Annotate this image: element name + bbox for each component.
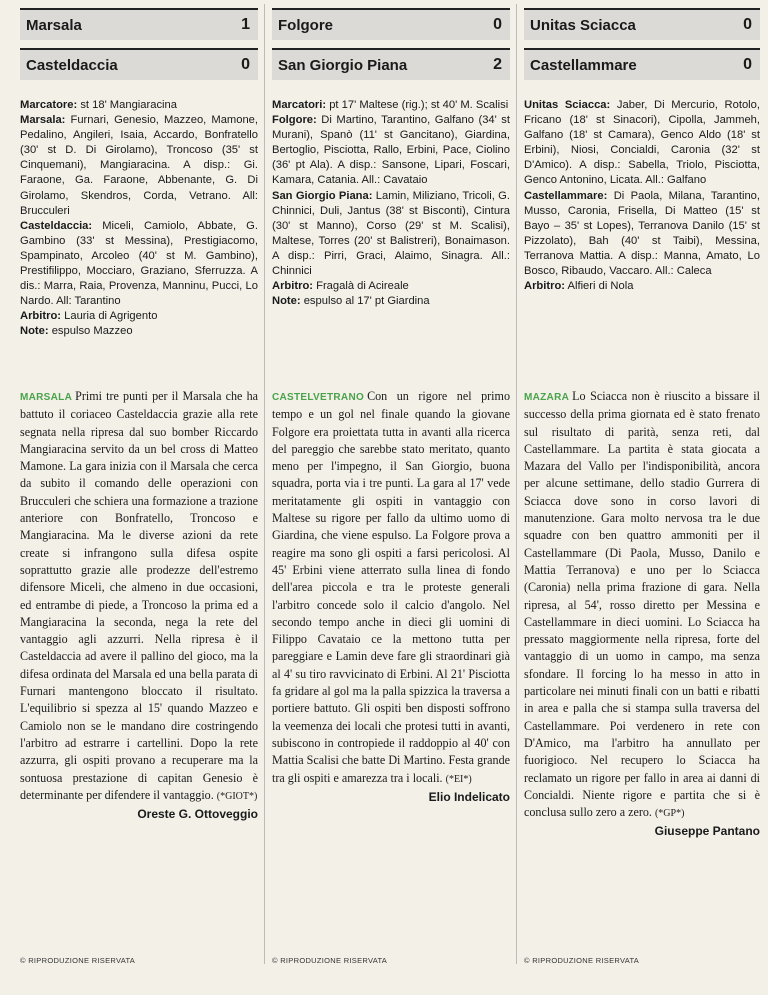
referee-label: Arbitro:: [524, 280, 566, 293]
article-text: Primi tre punti per il Marsala che ha battuto il coriaceo Casteldaccia grazie alla rete segnata nella ripresa dal suo bomber Riccardo Mangiaracina servito da un bel cross di Matteo Mamone. La gara inizia con il Marsala che cerca da subito il comando delle operazioni con Brucculeri che schiera una formazione a trazione anteriore con Bonfratello, Troncoso e Mangiaracina. Ma le diverse azioni da rete create si infrangono sulla difesa ospite soprattutto grazie alle prodezze dell'estremo difensore Miceli, che almeno in due occasioni, ed entrambe di piede, a Troncoso la prima ed a Mangiaracina la seconda, nega la rete del vantaggio agli azzurri. Nella ripresa è il Casteldaccia ad avere il pallino del gioco, ma la difesa ordinata del Marsala ed una bella parata di Furnari mantengono bloccato il risultato. L'equilibrio si spezza al 15' quando Mazzeo e Camiolo non se le mandano dire costringendo l'arbitro ad estrarre i cartellini. Dopo la rete azzurra, gli ospiti provano a recuperare ma la sontuosa prestazione di capitan Genesio è determinante per difendere il vantaggio.: [20, 389, 258, 802]
team-score-row: [272, 48, 510, 80]
scorers-label: Marcatore:: [20, 99, 78, 111]
author-code: (*GIOT*): [216, 790, 258, 802]
scorers-line: [20, 98, 258, 113]
referee-label: Arbitro:: [20, 310, 62, 323]
team-name: Castellammare: [530, 56, 637, 74]
team-score-row: [20, 48, 258, 80]
lineup-value: Di Martino, Tarantino, Galfano (34' st Murani), Spanò (11' st Gancitano), Giardina, Bertoglio, Pisciotta, Rallo, Erbini, Pace, Ciolino (36' pt Ala). A disp.: Sansone, Lipari, Foscari, Kamara, Catania. All.: Cavataio: [272, 114, 511, 187]
lineup-label: Castellammare:: [524, 189, 608, 202]
author-code: (*GP*): [654, 808, 685, 820]
lineup-home: [272, 113, 510, 188]
referee-value: Fragalà di Acireale: [316, 280, 409, 293]
lineup-away: [524, 189, 760, 280]
lineup-label: Folgore:: [272, 114, 317, 127]
column-divider: [516, 4, 517, 964]
scorers-value: st 18' Mangiaracina: [80, 99, 177, 111]
match-report-card: [272, 98, 510, 378]
team-name: Marsala: [26, 16, 82, 34]
team-score-row: [20, 8, 258, 40]
lineup-label: Casteldaccia:: [20, 219, 93, 232]
match-report-card: [524, 98, 760, 378]
team-score: 0: [743, 56, 752, 73]
match-column-3: [518, 0, 766, 995]
article-text: Con un rigore nel primo tempo e un gol nel finale quando la giovane Folgore era proiettata tutta in avanti alla ricerca del pareggio che sarebbe stato meritato, quanto meno per l'impegno, il San Giorgio, buona squadra, porta via i tre punti. La gara al 17' vede meritatamente gli ospiti in vantaggio con Maltese su rigore per fallo da ultimo uomo di Giardina, che viene espulso. La Folgore prova a reagire ma sono gli ospiti a farsi pericolosi. Al 45' Erbini viene atterrato sulla linea di fondo dell'area piccola e tra le proteste generali l'arbitro concede solo il calcio d'angolo. Nel secondo tempo anche in dieci gli uomini di Filippo Cavataio ce la mettono tutta per pareggiare e Lamin deve fare gli straordinari già al 4' su tiro ravvicinato di Erbini. Al 21' Pisciotta fa gridare al gol ma la palla spizzica la traversa a portiere battuto. Gli ospiti ben disposti soffrono la veemenza dei locali che protesi tutti in avanti, subiscono in contropiede il raddoppio al 40' con Mattia Scalisi che batte Di Martino. Festa grande tra gli ospiti e amarezza tra i locali.: [272, 389, 510, 785]
notes-label: Note:: [20, 325, 49, 338]
referee-line: [272, 279, 510, 294]
match-column-1: [14, 0, 264, 995]
dateline: MAZARA: [524, 392, 570, 403]
lineup-value: Lamin, Miliziano, Tricoli, G. Chinnici, Duli, Jantus (38' st Bisconti), Cintura (30' st Manno), Corso (29' st M. Scalisi), Maltese, Torres (20' st Balistreri), Bonaimason. A disp.: Pirri, Graci, Alaimo, Sinagra. All.: Chinnici: [272, 189, 510, 278]
lineup-label: Unitas Sciacca:: [524, 99, 611, 111]
lineup-label: San Giorgio Piana:: [272, 189, 373, 202]
notes-line: [20, 324, 258, 339]
lineup-home: [20, 113, 258, 219]
copyright-notice: © RIPRODUZIONE RISERVATA: [20, 956, 136, 965]
match-report-card: [20, 98, 258, 378]
team-score-row: [524, 8, 760, 40]
lineup-label: Marsala:: [20, 114, 66, 127]
dateline: CASTELVETRANO: [272, 392, 365, 403]
team-name: Folgore: [278, 16, 333, 34]
article-body: [272, 388, 510, 788]
team-score-row: [272, 8, 510, 40]
author-code: (*EI*): [445, 773, 472, 785]
byline: Giuseppe Pantano: [654, 824, 760, 839]
referee-line: [524, 279, 760, 294]
match-column-2: [266, 0, 516, 995]
lineup-value: Jaber, Di Mercurio, Rotolo, Fricano (18' st Sinacori), Cipolla, Jammeh, Galfano (18' st Camara), Genco Aldo (18' st Erbini), Niosi, Concialdi, Caronia (32' st D'Amico). A disp.: Sabella, Triolo, Pisciotta, Genco Antonino, Licata. All.: Galfano: [524, 99, 760, 187]
team-name: Unitas Sciacca: [530, 16, 636, 34]
team-score: 1: [241, 16, 250, 33]
notes-value: espulso al 17' pt Giardina: [303, 295, 430, 308]
team-score: 0: [241, 56, 250, 73]
notes-line: [272, 294, 510, 309]
lineup-value: Di Paola, Milana, Tarantino, Musso, Caronia, Frisella, Di Matteo (15' st Bayo – 35' st Lopes), Terranova Danilo (15' st Pizzolato), Bah (40' st Taibi), Messina, Terranova Mattia. A disp.: Manna, Amato, Lo Bosco, Ribaudo, Vaccaro. All.: Caleca: [524, 189, 761, 278]
scorers-line: [272, 98, 510, 113]
referee-line: [20, 309, 258, 324]
lineup-value: Miceli, Camiolo, Abbate, G. Gambino (33' st Messina), Prestigiacomo, Spampinato, Arcoleo (40' st M. Gambino), Prestifilippo, Mocciaro, Graziano, Sferruzza. A dis.: Marra, Raia, Provenza, Manninu, Pucci, Lo Nardo. All: Tarantino: [20, 219, 258, 308]
copyright-notice: © RIPRODUZIONE RISERVATA: [524, 956, 640, 965]
lineup-away: [272, 189, 510, 280]
referee-label: Arbitro:: [272, 280, 314, 293]
lineup-home: [524, 98, 760, 189]
lineup-away: [20, 219, 258, 310]
copyright-notice: © RIPRODUZIONE RISERVATA: [272, 956, 388, 965]
notes-value: espulso Mazzeo: [51, 325, 133, 338]
scorers-value: pt 17' Maltese (rig.); st 40' M. Scalisi: [329, 99, 509, 111]
column-divider: [264, 4, 265, 964]
lineup-value: Furnari, Genesio, Mazzeo, Mamone, Pedalino, Angileri, Isaia, Accardo, Bonfratello (30' st D. Di Girolamo), Troncoso (35' st Cinquemani), Mangiaracina. A disp.: Gi. Faraone, Ga. Faraone, Abbenante, G. Di Girolamo, Skendros, Corda, Vetrano. All: Brucculeri: [20, 114, 259, 217]
article-body: [524, 388, 760, 822]
team-score: 0: [493, 16, 502, 33]
byline: Oreste G. Ottoveggio: [137, 807, 258, 822]
notes-label: Note:: [272, 295, 301, 308]
scorers-label: Marcatori:: [272, 99, 327, 111]
dateline: MARSALA: [20, 392, 73, 403]
article-body: [20, 388, 258, 805]
referee-value: Lauria di Agrigento: [64, 310, 158, 323]
team-score: 0: [743, 16, 752, 33]
byline: Elio Indelicato: [428, 789, 510, 804]
team-name: Casteldaccia: [26, 56, 118, 74]
team-score: 2: [493, 56, 502, 73]
referee-value: Alfieri di Nola: [567, 280, 634, 293]
team-score-row: [524, 48, 760, 80]
team-name: San Giorgio Piana: [278, 56, 408, 74]
article-text: Lo Sciacca non è riuscito a bissare il successo della prima giornata ed è stato frenato sul risultato di parità, senza reti, dal Castellammare. La partita è stata giocata a Mazara del Vallo per l'indisponibilità, ancora per alcune settimane, dello stadio Gurrera di Sciacca dove sono in corso lavori di manutenzione. Gara molto nervosa tra le due squadre con ben quattro ammoniti per il Castellammare (Di Paola, Musso, Danilo e Mattia Terranova) e uno per lo Sciacca (Caronia) nella prima frazione di gara. Nella ripresa, al 54', rosso diretto per Messina e Castellammare in dieci uomini. Lo Sciacca ha pressato maggiormente nella ripresa, forte del vantaggio di un uomo in campo, ma senza sfondare. Il forcing lo ha messo in atto in particolare nei minuti finali con un batti e ribatti in area e palla che si stampa sulla traversa del Castellammare. Poi verdenero in rete con D'Amico, ma l'arbitro ha annullato per fuorigioco. Nel recupero lo Sciacca ha reclamato un rigore per fallo in area ai danni di Concialdi. Niente rigore e partita che si è conclusa sullo zero a zero.: [524, 389, 760, 820]
